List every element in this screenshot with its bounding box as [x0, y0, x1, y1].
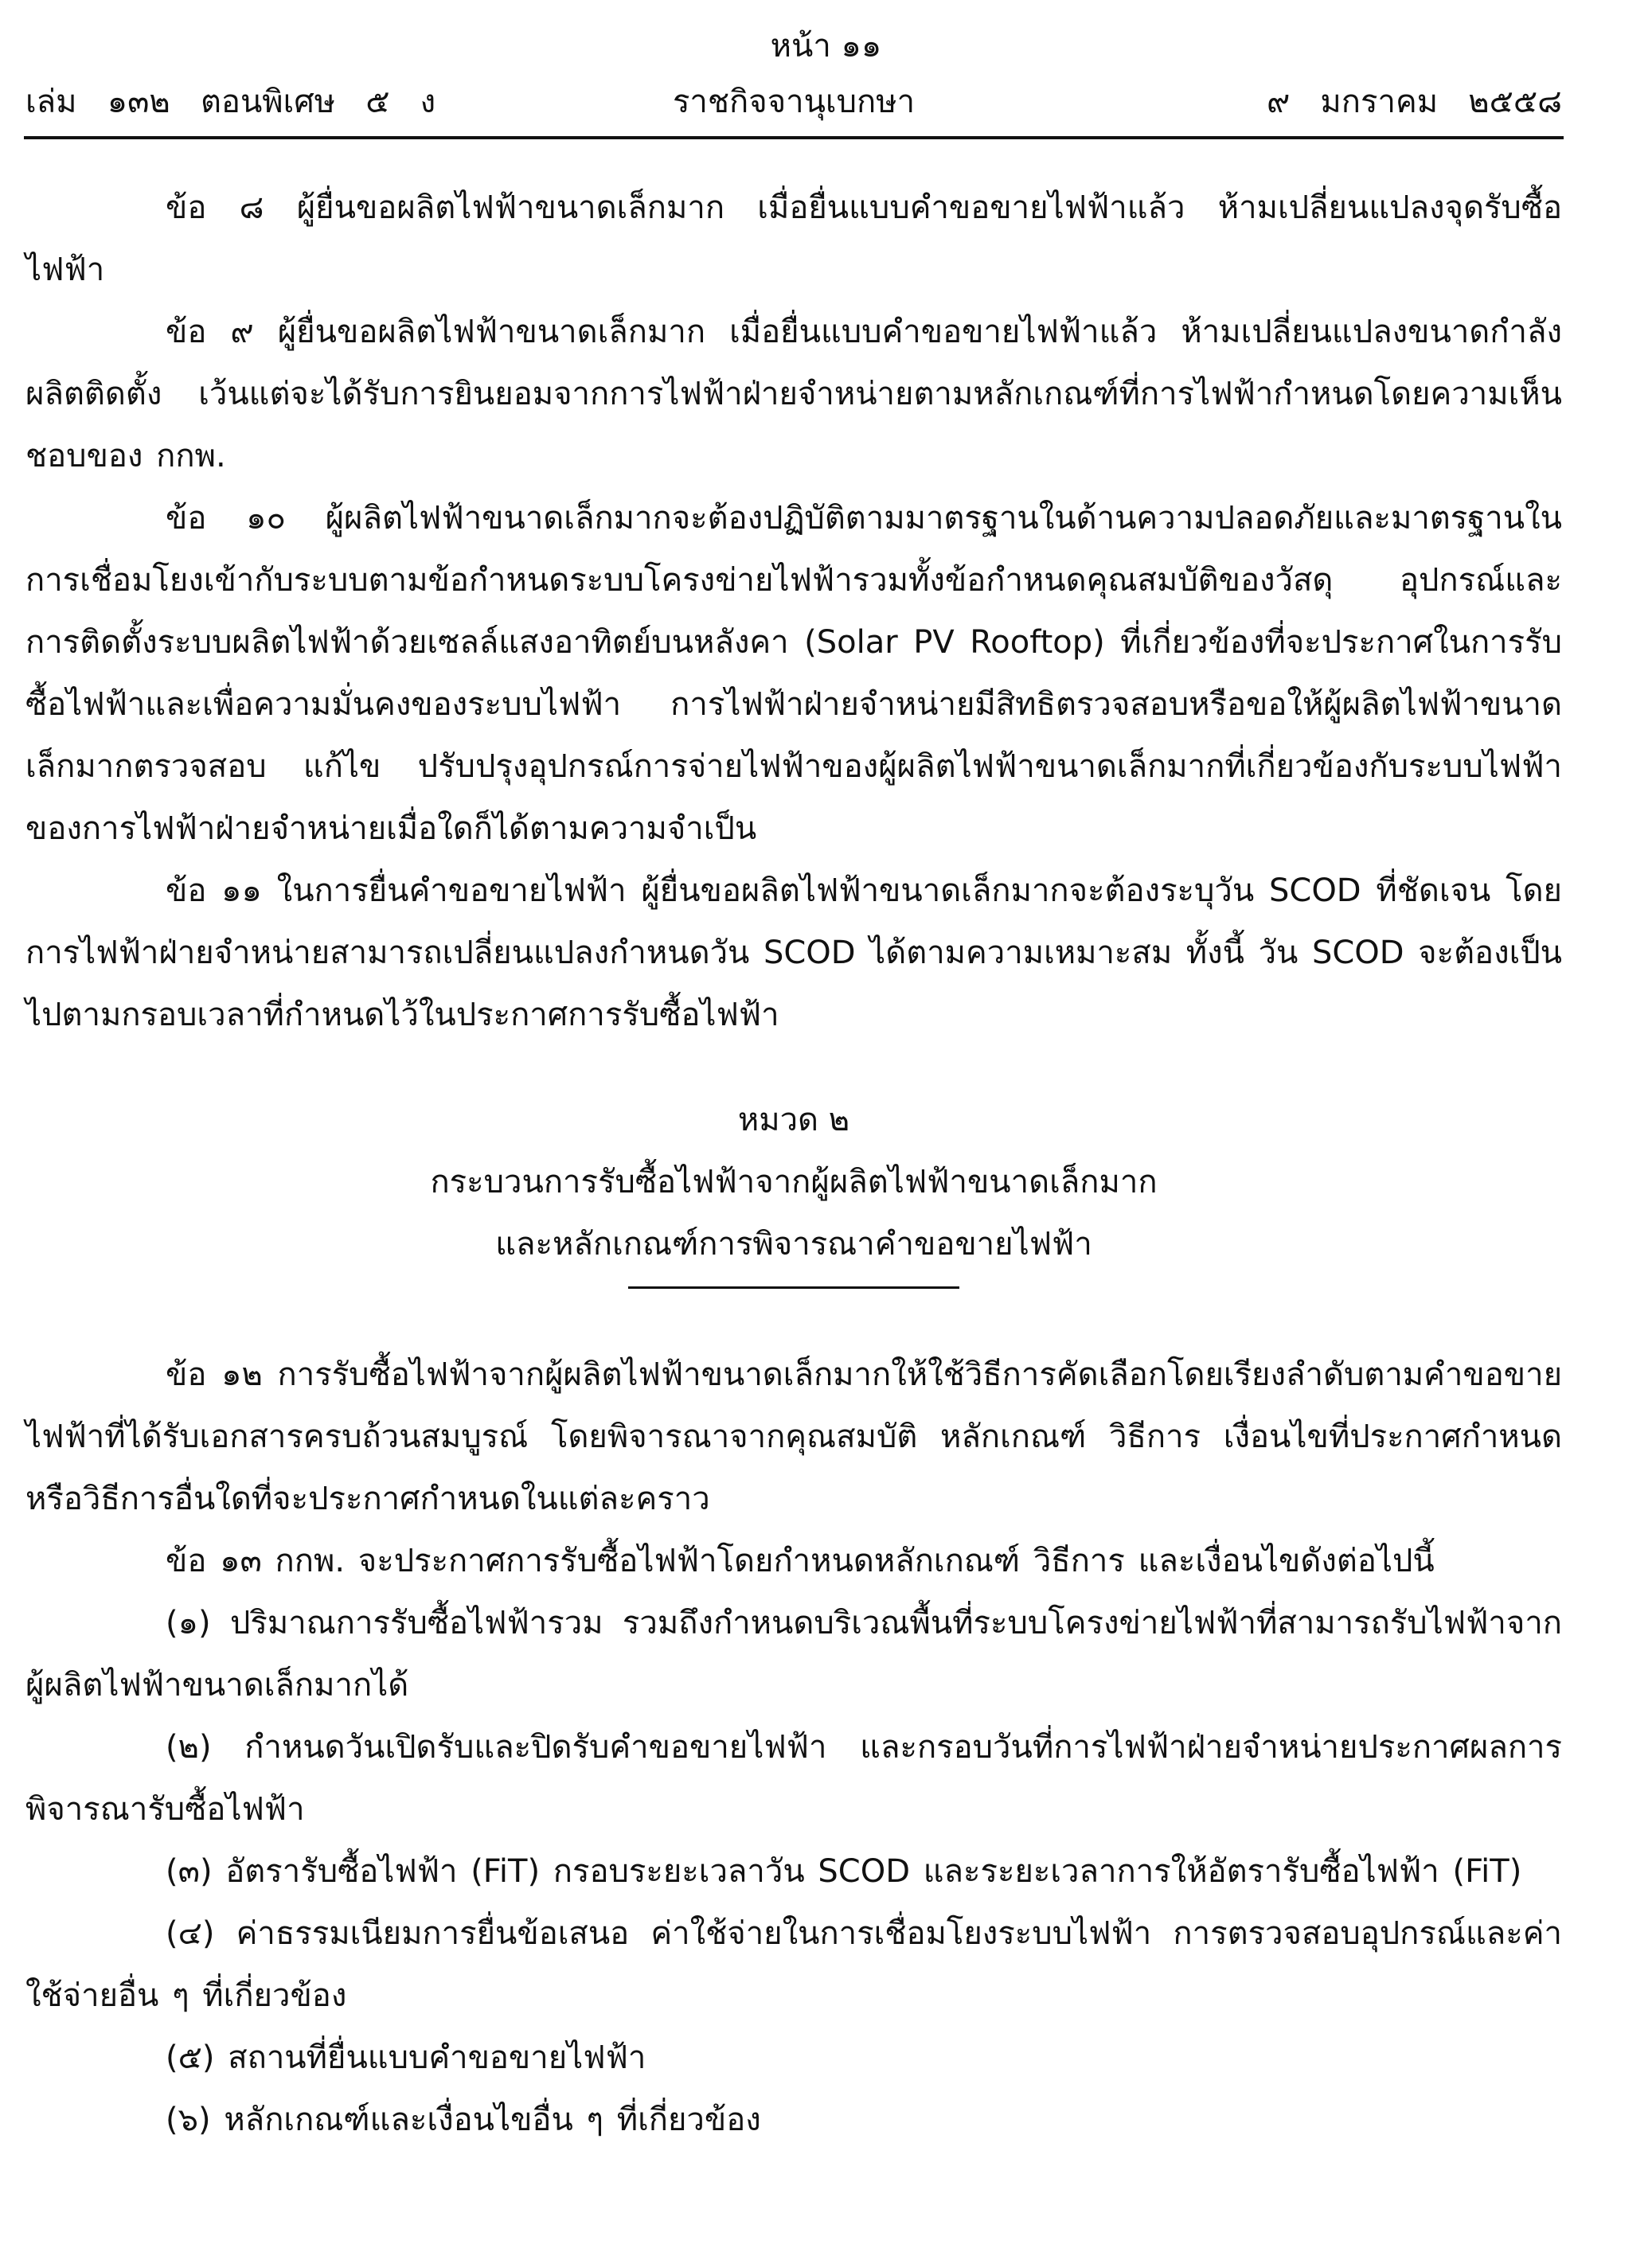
article-9: ข้อ ๙ ผู้ยื่นขอผลิตไฟฟ้าขนาดเล็กมาก เมื่อยื่นแบบคำขอขายไฟฟ้าแล้ว ห้ามเปลี่ยนแปลงขนาดกำลังผลิตติดตั้ง เว้นแต่จะได้รับการยินยอมจากการไฟฟ้าฝ่ายจำหน่ายตามหลักเกณฑ์ที่การไฟฟ้ากำหนดโดยความเห็นชอบของ กกพ. — [25, 314, 1562, 474]
article-10: ข้อ ๑๐ ผู้ผลิตไฟฟ้าขนาดเล็กมากจะต้องปฏิบัติตามมาตรฐานในด้านความปลอดภัยและมาตรฐานในการเชื่อมโยงเข้ากับระบบตามข้อกำหนดระบบโครงข่ายไฟฟ้ารวมทั้งข้อกำหนดคุณสมบัติของวัสดุ อุปกรณ์และการติดตั้งระบบผลิตไฟฟ้าด้วยเซลล์แสงอาทิตย์บนหลังคา (Solar PV Rooftop) ที่เกี่ยวข้องที่จะประกาศในการรับซื้อไฟฟ้าและเพื่อความมั่นคงของระบบไฟฟ้า การไฟฟ้าฝ่ายจำหน่ายมีสิทธิตรวจสอบหรือขอให้ผู้ผลิตไฟฟ้าขนาดเล็กมากตรวจสอบ แก้ไข ปรับปรุงอุปกรณ์การจ่ายไฟฟ้าของผู้ผลิตไฟฟ้าขนาดเล็กมากที่เกี่ยวข้องกับระบบไฟฟ้าของการไฟฟ้าฝ่ายจำหน่ายเมื่อใดก็ได้ตามความจำเป็น — [25, 500, 1562, 847]
section-articles-8-11 — [25, 177, 1562, 1046]
issue-date: ๙ มกราคม ๒๕๕๘ — [1266, 84, 1562, 120]
running-header — [25, 80, 1562, 124]
article-13-item-1: (๑) ปริมาณการรับซื้อไฟฟ้ารวม รวมถึงกำหนดบริเวณพื้นที่ระบบโครงข่ายไฟฟ้าที่สามารถรับไฟฟ้าจากผู้ผลิตไฟฟ้าขนาดเล็กมากได้ — [25, 1605, 1562, 1704]
article-12: ข้อ ๑๒ การรับซื้อไฟฟ้าจากผู้ผลิตไฟฟ้าขนาดเล็กมากให้ใช้วิธีการคัดเลือกโดยเรียงลำดับตามคำขอขายไฟฟ้าที่ได้รับเอกสารครบถ้วนสมบูรณ์ โดยพิจารณาจากคุณสมบัติ หลักเกณฑ์ วิธีการ เงื่อนไขที่ประกาศกำหนด หรือวิธีการอื่นใดที่จะประกาศกำหนดในแต่ละคราว — [25, 1356, 1562, 1517]
chapter-number: หมวด ๒ — [737, 1102, 850, 1138]
publication-name: ราชกิจจานุเบกษา — [672, 84, 916, 120]
section-articles-12-13 — [25, 1344, 1562, 2151]
article-8: ข้อ ๘ ผู้ยื่นขอผลิตไฟฟ้าขนาดเล็กมาก เมื่อยื่นแบบคำขอขายไฟฟ้าแล้ว ห้ามเปลี่ยนแปลงจุดรับซื้อไฟฟ้า — [25, 189, 1562, 288]
chapter-heading — [25, 1089, 1562, 1289]
article-13-item-6: (๖) หลักเกณฑ์และเงื่อนไขอื่น ๆ ที่เกี่ยวข้อง — [166, 2102, 761, 2138]
volume-issue: เล่ม ๑๓๒ ตอนพิเศษ ๕ ง — [25, 84, 436, 120]
chapter-divider — [628, 1286, 959, 1289]
article-13-item-5: (๕) สถานที่ยื่นแบบคำขอขายไฟฟ้า — [166, 2039, 646, 2076]
article-13-item-4: (๔) ค่าธรรมเนียมการยื่นข้อเสนอ ค่าใช้จ่ายในการเชื่อมโยงระบบไฟฟ้า การตรวจสอบอุปกรณ์และค่าใช้จ่ายอื่น ๆ ที่เกี่ยวข้อง — [25, 1915, 1562, 2014]
article-13: ข้อ ๑๓ กกพ. จะประกาศการรับซื้อไฟฟ้าโดยกำหนดหลักเกณฑ์ วิธีการ และเงื่อนไขดังต่อไปนี้ — [166, 1543, 1435, 1579]
article-11: ข้อ ๑๑ ในการยื่นคำขอขายไฟฟ้า ผู้ยื่นขอผลิตไฟฟ้าขนาดเล็กมากจะต้องระบุวัน SCOD ที่ชัดเจน โดยการไฟฟ้าฝ่ายจำหน่ายสามารถเปลี่ยนแปลงกำหนดวัน SCOD ได้ตามความเหมาะสม ทั้งนี้ วัน SCOD จะต้องเป็นไปตามกรอบเวลาที่กำหนดไว้ในประกาศการรับซื้อไฟฟ้า — [25, 872, 1563, 1033]
page-number: หน้า ๑๑ — [770, 28, 882, 64]
header-divider — [24, 136, 1564, 139]
chapter-title-line-2: และหลักเกณฑ์การพิจารณาคำขอขายไฟฟ้า — [495, 1226, 1092, 1263]
article-13-item-3: (๓) อัตรารับซื้อไฟฟ้า (FiT) กรอบระยะเวลาวัน SCOD และระยะเวลาการให้อัตรารับซื้อไฟฟ้า (FiT) — [166, 1853, 1522, 1890]
article-13-item-2: (๒) กำหนดวันเปิดรับและปิดรับคำขอขายไฟฟ้า และกรอบวันที่การไฟฟ้าฝ่ายจำหน่ายประกาศผลการพิจารณารับซื้อไฟฟ้า — [25, 1729, 1562, 1828]
chapter-title-line-1: กระบวนการรับซื้อไฟฟ้าจากผู้ผลิตไฟฟ้าขนาดเล็กมาก — [430, 1164, 1158, 1200]
